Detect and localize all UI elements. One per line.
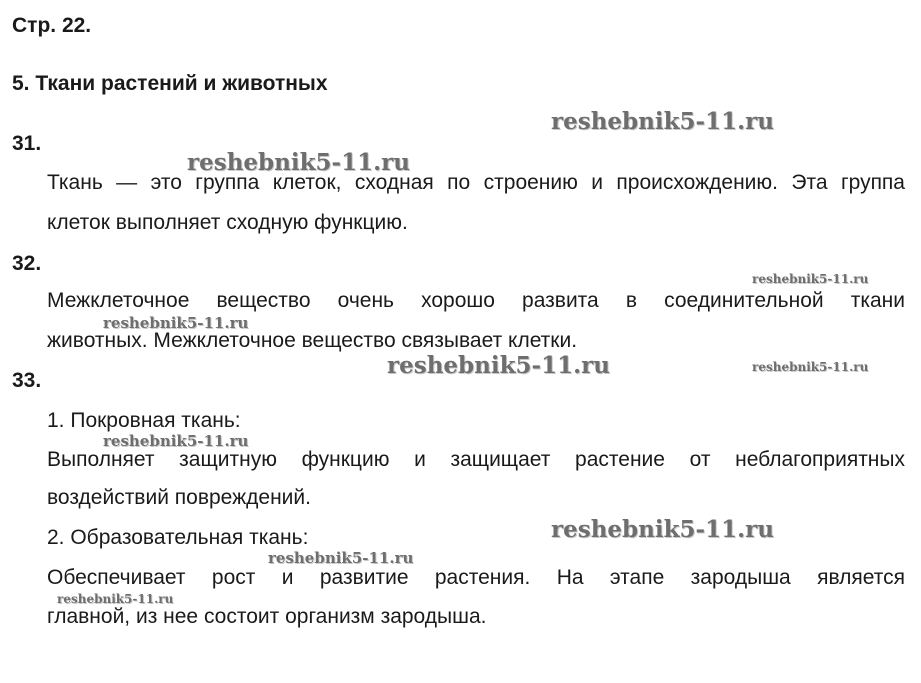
watermark: reshebnik5-11.ru xyxy=(103,314,249,332)
answer-32-line-1: Межклеточное вещество очень хорошо развита в соединительной ткани xyxy=(47,289,905,312)
answer-33-item-2-line-1: Обеспечивает рост и развитие растения. На этапе зародыша является xyxy=(47,566,905,589)
watermark: reshebnik5-11.ru xyxy=(57,592,174,606)
answer-32-line-2: животных. Межклеточное вещество связывает клетки. xyxy=(47,329,578,352)
watermark: reshebnik5-11.ru xyxy=(268,549,414,567)
question-number-32: 32. xyxy=(12,252,42,275)
answer-31-line-2: клеток выполняет сходную функцию. xyxy=(47,211,408,234)
watermark: reshebnik5-11.ru xyxy=(551,516,774,543)
watermark: reshebnik5-11.ru xyxy=(752,360,869,374)
watermark: reshebnik5-11.ru xyxy=(752,272,869,286)
answer-33-item-2-heading: 2. Образовательная ткань: xyxy=(47,526,309,549)
answer-33-item-1-line-2: воздействий повреждений. xyxy=(47,486,311,509)
answer-31-line-1: Ткань — это группа клеток, сходная по строению и происхождению. Эта группа xyxy=(47,171,905,194)
watermark: reshebnik5-11.ru xyxy=(551,108,774,135)
answer-33-item-1-line-1: Выполняет защитную функцию и защищает растение от неблагоприятных xyxy=(47,448,905,471)
watermark: reshebnik5-11.ru xyxy=(187,149,410,176)
question-number-31: 31. xyxy=(12,132,42,155)
answer-33-item-2-line-2: главной, из нее состоит организм зародыша. xyxy=(47,605,487,628)
watermark: reshebnik5-11.ru xyxy=(103,432,249,450)
section-title: 5. Ткани растений и животных xyxy=(12,72,328,95)
watermark: reshebnik5-11.ru xyxy=(387,352,610,379)
answer-33-item-1-heading: 1. Покровная ткань: xyxy=(47,409,241,432)
question-number-33: 33. xyxy=(12,369,42,392)
page-label: Стр. 22. xyxy=(12,14,92,37)
